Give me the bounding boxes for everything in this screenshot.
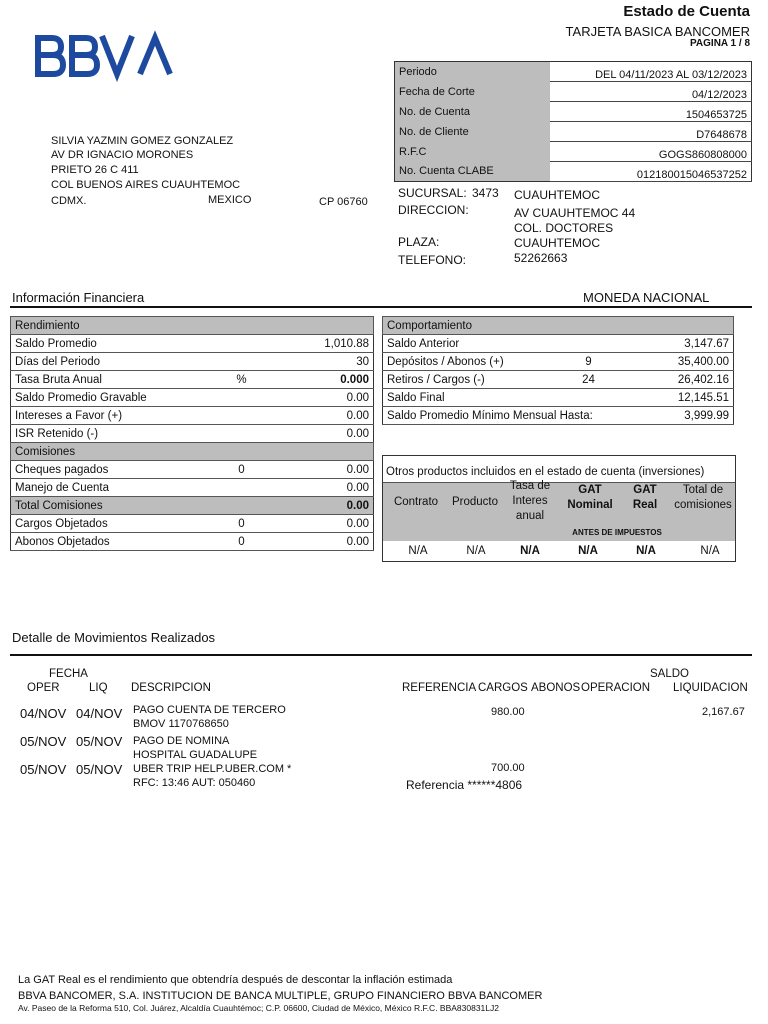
row-mid xyxy=(207,479,277,497)
table-row xyxy=(11,425,374,443)
inv-value: N/A xyxy=(408,545,428,557)
col-gat-real: GAT Real xyxy=(632,484,658,511)
row-value: 26,402.16 xyxy=(619,371,734,389)
branch-sucursal-name: CUAUHTEMOC xyxy=(514,188,600,202)
table-row xyxy=(383,389,734,407)
mv-liq-date: 04/NOV xyxy=(76,706,123,721)
antes-de-impuestos: ANTES DE IMPUESTOS xyxy=(572,528,662,537)
table-row xyxy=(383,335,734,353)
col-gat-nominal: GAT Nominal xyxy=(567,484,613,511)
row-value: 0.00 xyxy=(277,533,374,551)
institution-name: BBVA BANCOMER, S.A. INSTITUCION DE BANCA MULTIPLE, GRUPO FINANCIERO BBVA BANCOMER xyxy=(18,990,543,1002)
table-row xyxy=(383,371,734,389)
row-label: Manejo de Cuenta xyxy=(11,479,207,497)
col-liq: LIQ xyxy=(89,682,108,694)
info-label: No. de Cliente xyxy=(395,122,551,142)
table-row xyxy=(11,407,374,425)
row-mid: 0 xyxy=(207,515,277,533)
mv-desc-line1: UBER TRIP HELP.UBER.COM * xyxy=(133,763,292,775)
row-label: ISR Retenido (-) xyxy=(11,425,207,443)
row-label: Depósitos / Abonos (+) xyxy=(383,353,559,371)
info-value: DEL 04/11/2023 AL 03/12/2023 xyxy=(550,62,752,82)
info-value: GOGS860808000 xyxy=(550,142,752,162)
branch-direccion-line2: COL. DOCTORES xyxy=(514,221,614,235)
row-label: Saldo Promedio Mínimo Mensual Hasta: xyxy=(383,407,619,425)
row-mid xyxy=(207,389,277,407)
row-value: 0.00 xyxy=(277,479,374,497)
investments-title: Otros productos incluidos en el estado de cuenta (inversiones) xyxy=(386,466,705,478)
row-label: Días del Periodo xyxy=(11,353,207,371)
row-value: 0.00 xyxy=(277,425,374,443)
info-row xyxy=(395,62,752,82)
info-value: D7648678 xyxy=(550,122,752,142)
row-value: 0.00 xyxy=(277,497,374,515)
comportamiento-table xyxy=(382,316,734,425)
mv-desc-line1: PAGO CUENTA DE TERCERO xyxy=(133,704,286,716)
row-value: 30 xyxy=(277,353,374,371)
row-value: 1,010.88 xyxy=(277,335,374,353)
row-mid xyxy=(207,407,277,425)
rendimiento-header: Rendimiento xyxy=(11,317,374,335)
col-liquidacion: LIQUIDACION xyxy=(673,682,748,694)
branch-telefono-label: TELEFONO: xyxy=(398,253,467,267)
info-label: R.F.C xyxy=(395,142,551,162)
customer-name: SILVIA YAZMIN GOMEZ GONZALEZ xyxy=(51,135,234,147)
page-number: PAGINA 1 / 8 xyxy=(689,38,750,49)
comisiones-header: Comisiones xyxy=(11,443,374,461)
inv-value: N/A xyxy=(578,545,598,557)
info-label: Fecha de Corte xyxy=(395,82,551,102)
row-mid: 0 xyxy=(207,533,277,551)
row-mid xyxy=(559,335,619,353)
row-value: 35,400.00 xyxy=(619,353,734,371)
table-row xyxy=(11,335,374,353)
row-mid xyxy=(207,335,277,353)
currency-label: MONEDA NACIONAL xyxy=(583,290,710,305)
row-label: Saldo Promedio xyxy=(11,335,207,353)
info-label: Periodo xyxy=(395,62,551,82)
inv-value: N/A xyxy=(520,545,540,557)
col-total-comisiones: Total de comisiones xyxy=(674,484,732,511)
row-label: Saldo Anterior xyxy=(383,335,559,353)
mv-liq-date: 05/NOV xyxy=(76,762,123,777)
info-row xyxy=(395,142,752,162)
customer-number: PRIETO 26 C 411 xyxy=(51,164,139,176)
inv-value: N/A xyxy=(466,545,486,557)
row-value: 3,999.99 xyxy=(619,407,734,425)
customer-country: MEXICO xyxy=(208,194,252,206)
table-row xyxy=(11,533,374,551)
info-row xyxy=(395,162,752,182)
product-name: TARJETA BASICA BANCOMER xyxy=(565,24,750,39)
table-row xyxy=(11,479,374,497)
row-mid xyxy=(207,497,277,515)
mv-desc-line2: RFC: 13:46 AUT: 050460 xyxy=(133,777,256,789)
movements-section-title: Detalle de Movimientos Realizados xyxy=(12,630,216,645)
row-label: Total Comisiones xyxy=(11,497,207,515)
row-value: 3,147.67 xyxy=(619,335,734,353)
info-row xyxy=(395,122,752,142)
mv-oper-date: 05/NOV xyxy=(20,734,67,749)
info-value: 04/12/2023 xyxy=(550,82,752,102)
mv-cargo: 700.00 xyxy=(491,762,525,774)
branch-direccion-label: DIRECCION: xyxy=(398,203,469,217)
branch-plaza-label: PLAZA: xyxy=(398,235,440,249)
table-row xyxy=(11,497,374,515)
col-saldo: SALDO xyxy=(650,668,689,680)
bbva-logo xyxy=(34,30,174,84)
info-label: No. de Cuenta xyxy=(395,102,551,122)
row-value: 0.00 xyxy=(277,515,374,533)
section-divider xyxy=(10,306,752,308)
account-info-table xyxy=(394,61,752,182)
table-row xyxy=(11,389,374,407)
row-mid xyxy=(207,353,277,371)
inv-value: N/A xyxy=(636,545,656,557)
mv-oper-date: 04/NOV xyxy=(20,706,67,721)
table-row xyxy=(11,353,374,371)
institution-address: Av. Paseo de la Reforma 510, Col. Juárez, Alcaldía Cuauhtémoc; C.P. 06600, Ciudad de México, México R.F.C. BBA830831LJ2 xyxy=(18,1003,499,1013)
customer-street: AV DR IGNACIO MORONES xyxy=(51,149,194,161)
row-value: 0.00 xyxy=(277,461,374,479)
info-value: 1504653725 xyxy=(550,102,752,122)
gat-note: La GAT Real es el rendimiento que obtendría después de descontar la inflación estimada xyxy=(18,974,453,986)
col-referencia: REFERENCIA xyxy=(402,682,477,694)
mv-desc-line1: PAGO DE NOMINA xyxy=(133,735,230,747)
col-fecha: FECHA xyxy=(49,668,88,680)
row-mid: 0 xyxy=(207,461,277,479)
row-mid: 9 xyxy=(559,353,619,371)
table-row xyxy=(383,407,734,425)
branch-direccion-line1: AV CUAUHTEMOC 44 xyxy=(514,206,636,220)
row-label: Retiros / Cargos (-) xyxy=(383,371,559,389)
info-value: 012180015046537252 xyxy=(550,162,752,182)
row-label: Intereses a Favor (+) xyxy=(11,407,207,425)
row-label: Cargos Objetados xyxy=(11,515,207,533)
col-oper: OPER xyxy=(27,682,60,694)
table-row xyxy=(11,515,374,533)
comportamiento-header: Comportamiento xyxy=(383,317,734,335)
mv-oper-date: 05/NOV xyxy=(20,762,67,777)
row-mid: % xyxy=(207,371,277,389)
investments-table xyxy=(382,455,736,562)
mv-saldo-liq: 2,167.67 xyxy=(702,706,745,718)
table-row xyxy=(383,353,734,371)
info-row xyxy=(395,82,752,102)
mv-desc-line2: HOSPITAL GUADALUPE xyxy=(133,749,258,761)
mv-desc-line2: BMOV 1170768650 xyxy=(133,718,229,730)
col-tasa: Tasa de Interes anual xyxy=(509,480,551,522)
customer-city: CDMX. xyxy=(51,195,87,207)
financial-section-title: Información Financiera xyxy=(12,290,145,305)
mv-reference: Referencia ******4806 xyxy=(406,778,523,792)
customer-cp: CP 06760 xyxy=(319,196,368,208)
row-mid: 24 xyxy=(559,371,619,389)
statement-title: Estado de Cuenta xyxy=(623,3,750,20)
row-label: Saldo Final xyxy=(383,389,559,407)
col-abonos: ABONOS xyxy=(531,682,581,694)
row-value: 0.00 xyxy=(277,407,374,425)
mv-liq-date: 05/NOV xyxy=(76,734,123,749)
row-label: Cheques pagados xyxy=(11,461,207,479)
col-descripcion: DESCRIPCION xyxy=(131,682,211,694)
info-label: No. Cuenta CLABE xyxy=(395,162,551,182)
col-cargos: CARGOS xyxy=(478,682,528,694)
branch-plaza: CUAUHTEMOC xyxy=(514,236,600,250)
customer-colony: COL BUENOS AIRES CUAUHTEMOC xyxy=(51,179,241,191)
col-contrato: Contrato xyxy=(393,496,439,508)
row-value: 0.000 xyxy=(277,371,374,389)
col-operacion: OPERACION xyxy=(581,682,651,694)
section-divider xyxy=(10,654,752,656)
branch-sucursal-number: 3473 xyxy=(472,186,499,200)
mv-cargo: 980.00 xyxy=(491,706,525,718)
info-row xyxy=(395,102,752,122)
table-row xyxy=(11,461,374,479)
table-row xyxy=(11,371,374,389)
rendimiento-table xyxy=(10,316,374,551)
col-producto: Producto xyxy=(451,496,499,508)
row-value: 0.00 xyxy=(277,389,374,407)
inv-value: N/A xyxy=(700,545,720,557)
investments-header-band xyxy=(383,482,735,541)
branch-sucursal-label: SUCURSAL: xyxy=(398,186,467,200)
row-mid xyxy=(207,425,277,443)
row-label: Saldo Promedio Gravable xyxy=(11,389,207,407)
row-label: Abonos Objetados xyxy=(11,533,207,551)
branch-telefono: 52262663 xyxy=(514,251,568,265)
row-label: Tasa Bruta Anual xyxy=(11,371,207,389)
row-mid xyxy=(559,389,619,407)
row-value: 12,145.51 xyxy=(619,389,734,407)
